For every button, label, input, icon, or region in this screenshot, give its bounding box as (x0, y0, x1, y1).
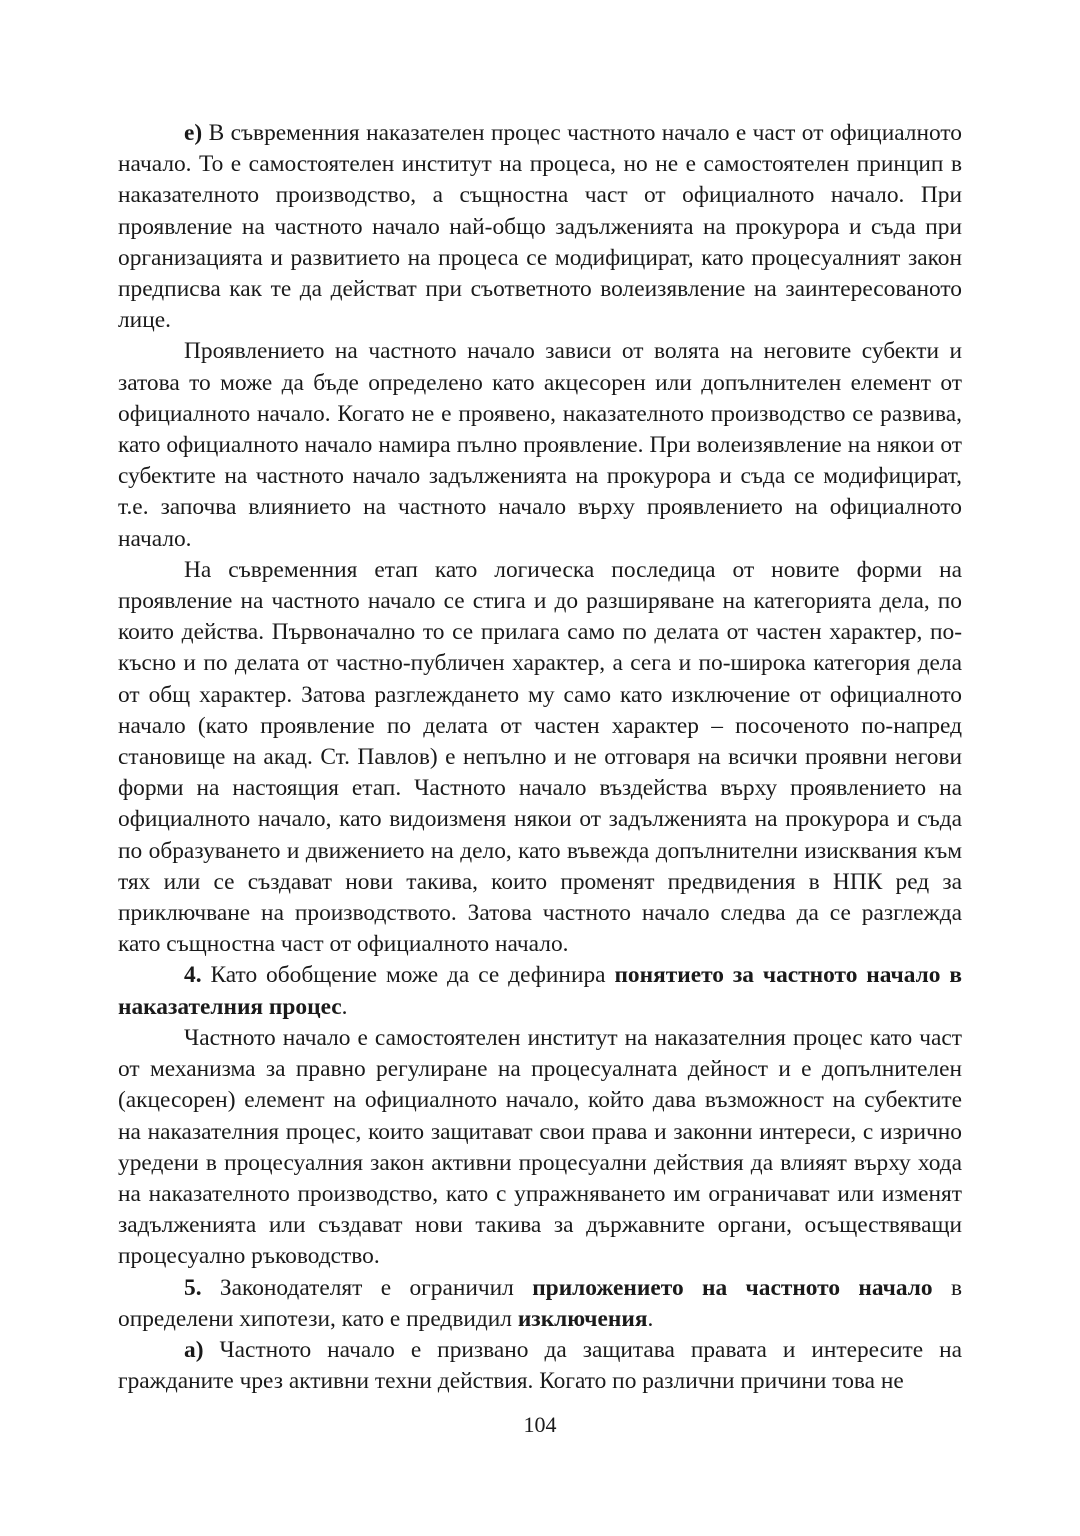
paragraph-marker: 4. (184, 962, 202, 989)
page-number: 104 (523, 1412, 557, 1437)
paragraph-definition (118, 1023, 962, 1273)
paragraph-text: Като обобщение може да се дефинира (201, 962, 615, 989)
paragraph-text-tail: . (341, 993, 348, 1020)
paragraph-manifestation (118, 336, 962, 554)
paragraph-5 (118, 1273, 962, 1335)
emphasis-concept: понятието за частното начало в наказателния процес (118, 962, 963, 1020)
paragraph-text: Частното начало е самостоятелен институт на наказателния процес като част от механизма за правно регулиране на процесуалната дейност и е допълнителен (акцесорен) елемент на официалното начало, който дава възможност на субектите на наказателния процес, които защитават свои права и законни интереси, с изрично уредени в процесуалния закон активни процесуални действия да влияят върху хода на наказателното производство, като с упражняването им ограничават или изменят задълженията или създават нови такива за държавните органи, осъществяващи процесуално ръководство. (118, 1024, 962, 1270)
paragraph-text-tail: . (647, 1305, 654, 1332)
paragraph-marker: а) (184, 1336, 204, 1363)
paragraph-text: На съвременния етап като логическа последица от новите форми на проявление на частното начало се стига и до разширяване на категорията дела, по които действа. Първоначално то се прилага само по делата от частен характер, по-късно и по делата от частно-публичен характер, а сега и по-широка категория дела от общ характер. Затова разглеждането му само като изключение от официалното начало (като проявление по делата от частен характер – посоченото по-напред становище на акад. Ст. Павлов) е непълно и не отговаря на всички проявни негови форми на настоящия етап. Частното начало въздейства върху проявлението на официалното начало, като видоизменя някои от задълженията на прокурора и съда по образуването и движението на дело, като въвежда допълнителни изисквания към тях или се създават нови такива, които променят предвидения в НПК ред за приключване на производството. Затова частното начало следва да се разглежда като същностна част от официалното начало. (118, 556, 962, 958)
paragraph-4 (118, 960, 962, 1022)
emphasis-exceptions: изключения (517, 1305, 648, 1332)
paragraph-marker: 5. (184, 1274, 202, 1301)
page-body (118, 118, 962, 1397)
paragraph-current-stage (118, 555, 962, 961)
paragraph-text: Законодателят е ограничил (201, 1274, 533, 1301)
paragraph-text: Частното начало е призвано да защитава правата и интересите на гражданите чрез активни техни действия. Когато по различни причини това не (118, 1336, 962, 1395)
paragraph-text: Проявлението на частното начало зависи от волята на неговите субекти и затова то може да бъде определено като акцесорен или допълнителен елемент от официалното начало. Когато не е проявено, наказателното производство се развива, като официалното начало намира пълно проявление. При волеизявление на някои от субектите на частното начало задълженията на прокурора и съда се модифицират, т.е. започва влиянието на частното начало върху проявлението на официалното начало. (118, 338, 962, 552)
emphasis-application: приложението на частното начало (532, 1274, 933, 1301)
paragraph-text-mid: в определени хипотези, като е предвидил (118, 1274, 962, 1332)
paragraph-text: В съвременния наказателен процес частното начало е част от официалното начало. То е самостоятелен институт на процеса, но не е самостоятелен принцип в наказателното производство, а същностна част от официалното начало. При проявление на частното начало най-общо задълженията на прокурора и съда при организацията и развитието на процеса се модифицират, като процесуалният закон предписва как те да действат при съответното волеизявление на заинтересованото лице. (118, 120, 962, 334)
paragraph-e (118, 118, 962, 336)
paragraph-marker: е) (184, 120, 203, 146)
paragraph-a (118, 1335, 962, 1397)
